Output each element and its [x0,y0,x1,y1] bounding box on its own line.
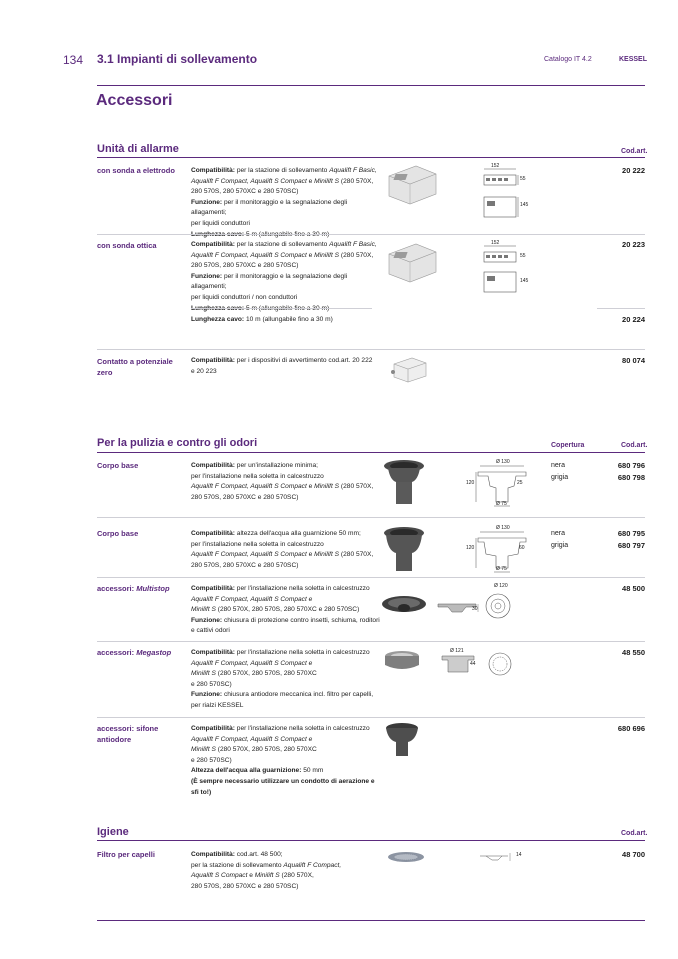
multistop-top-drawing [484,590,514,622]
cleaning-section-title: Per la pulizia e contro gli odori [97,437,258,449]
cleaning-code-header: Cod.art. [621,442,648,449]
footer-rule [97,920,645,921]
alarm-row-desc: Compatibilità: per la stazione di sollevamento Aqualift F Basic, Aqualift F Compact, Aqualift S Compact e Minilift S (280 570X, 280 570S, 280 570XC e 280 570SC) Funzione: per il monitoraggio e la segnalazione degli allagamenti; per liquidi conduttori / non conduttori [191,241,377,301]
alarm-dim-height: 55 [520,253,526,259]
dim-diameter: Ø 120 [494,583,508,589]
alarm-row-name: con sonda ottica [97,241,157,250]
hair-filter-drawing [478,850,514,864]
cleaning-row-name: accessori: sifone antiodore [97,724,159,744]
contact-box-image [390,354,430,386]
page-title: Accessori [96,92,173,109]
cleaning-row-desc: Compatibilità: per un'installazione minima; per l'installazione nella soletta in calcestruzzo Aqualift F Compact, Aqualift S Compact e Minilift S (280 570X, 280 570S, 280 570XC e 280 570SC) [191,462,374,501]
alarm-dim-width: 152 [491,163,500,169]
alarm-row-desc: Compatibilità: per i dispositivi di avvertimento cod.art. 20 222 e 20 223 [191,357,373,375]
cleaning-row-name: accessori: Multistop [97,584,170,593]
dim-height: 14 [516,852,522,858]
hygiene-section-title: Igiene [97,826,129,838]
alarm-row-code: 20 223 [622,240,645,249]
cleaning-row-desc: Compatibilità: per l'installazione nella soletta in calcestruzzo Aqualift F Compact, Aqualift S Compact e Minilift S (280 570X, 280 570S, 280 570XC e 280 570SC) Funzione: chiusura di protezione contro insetti, schiuma, roditori e cattivi odori [191,585,380,635]
row-divider [97,577,645,578]
hygiene-row-desc: Compatibilità: cod.art. 48 500; per la stazione di sollevamento Aqualift F Compact, Aqualift S Compact e Minilift S (280 570X, 280 570S, 280 570XC e 280 570SC) [191,851,342,890]
alarm-row-name: Contatto a potenziale zero [97,357,173,377]
dim-height: 120 [466,480,475,486]
cleaning-rule [97,452,645,453]
base-body-image [380,458,428,508]
dim-outlet: Ø 75 [496,501,507,507]
cleaning-row-desc: Compatibilità: per l'installazione nella soletta in calcestruzzo Aqualift F Compact, Aqualift S Compact e Minilift S (280 570X, 280 570S, 280 570XC e 280 570SC) Altezza dell'acqua alla guarnizione: 50 mm (È sempre necessario utilizzare un condotto di aerazione e sfi to!) [191,725,375,796]
alarm-device-image [386,240,438,284]
alarm-dimension-drawing [478,163,529,221]
cover-color: nera grigia [551,530,569,549]
alarm-rule [97,157,645,158]
alarm-dim-width: 152 [491,240,500,246]
dim-seal: 60 [519,545,525,551]
alarm-device-image [386,162,438,206]
catalog-label: Catalogo IT 4.2 [544,56,592,63]
cleaning-row-name: accessori: Megastop [97,648,172,657]
base-body-image [380,525,428,575]
multistop-image [380,594,428,620]
cleaning-row-code: 680 796 680 798 [617,461,645,482]
hair-filter-image [386,850,426,864]
cleaning-row-code: 680 696 [617,724,645,733]
brand-label: KESSEL [619,56,648,63]
hygiene-code-header: Cod.art. [621,830,648,837]
alarm-code-header: Cod.art. [621,148,648,155]
dim-outlet: Ø 75 [496,566,507,572]
dim-diameter: Ø 130 [496,525,510,531]
cleaning-row-code: 48 500 [622,584,645,593]
cover-header: Copertura [551,442,585,449]
cleaning-row-code: 680 795 680 797 [617,529,645,550]
section-title: 3.1 Impianti di sollevamento [97,52,258,66]
alarm-row-code: 80 074 [622,356,645,365]
page-number: 134 [63,53,84,67]
alarm-dim-depth: 145 [520,278,529,284]
hygiene-row-code: 48 700 [622,850,645,859]
row-divider [97,641,645,642]
alarm-row-desc: Compatibilità: per la stazione di sollevamento Aqualift F Basic, Aqualift F Compact, Aqualift S Compact e Minilift S (280 570X, 280 570S, 280 570XC e 280 570SC) Funzione: per il monitoraggio e la segnalazione degli allagamenti; per liquidi conduttori [191,167,377,227]
alarm-section-title: Unità di allarme [97,143,179,155]
siphon-image [384,722,420,758]
dim-seal: 25 [517,480,523,486]
row-divider [97,517,645,518]
cleaning-row-name: Corpo base [97,461,139,470]
header-rule [97,85,645,86]
alarm-row-code: 20 224 [622,315,645,324]
dim-height: 120 [466,545,475,551]
alarm-row-desc: Lunghezza cavo: 10 m (allungabile fino a 30 m) [191,316,333,323]
cleaning-row-desc: Compatibilità: per l'installazione nella soletta in calcestruzzo Aqualift F Compact, Aqualift S Compact e Minilift S (280 570X, 280 570S, 280 570XC e 280 570SC) Funzione: chiusura antiodore meccanica incl. filtro per capelli, per rialzi KESSEL [191,649,374,709]
alarm-row-code: 20 222 [622,166,645,175]
megastop-top-drawing [486,650,514,678]
dim-diameter: Ø 130 [496,459,510,465]
hygiene-rule [97,840,645,841]
row-divider [97,234,645,235]
cover-color: nera grigia [551,462,569,481]
alarm-dim-height: 55 [520,176,526,182]
alarm-row-name: con sonda a elettrodo [97,166,175,175]
megastop-image [382,649,422,675]
hygiene-row-name: Filtro per capelli [97,850,155,859]
cleaning-row-name: Corpo base [97,529,139,538]
alarm-dim-depth: 145 [520,202,529,208]
alarm-dimension-drawing [478,240,529,296]
row-divider [597,308,645,309]
row-divider [191,308,372,309]
cleaning-row-code: 48 550 [622,648,645,657]
row-divider [97,717,645,718]
row-divider [97,349,645,350]
dim-height: 44 [470,661,476,667]
cleaning-row-desc: Compatibilità: altezza dell'acqua alla guarnizione 50 mm; per l'installazione nella soletta in calcestruzzo Aqualift F Compact, Aqualift S Compact e Minilift S (280 570X, 280 570S, 280 570XC e 280 570SC) [191,530,374,569]
dim-height: 30 [472,606,478,612]
dim-diameter: Ø 121 [450,648,464,654]
